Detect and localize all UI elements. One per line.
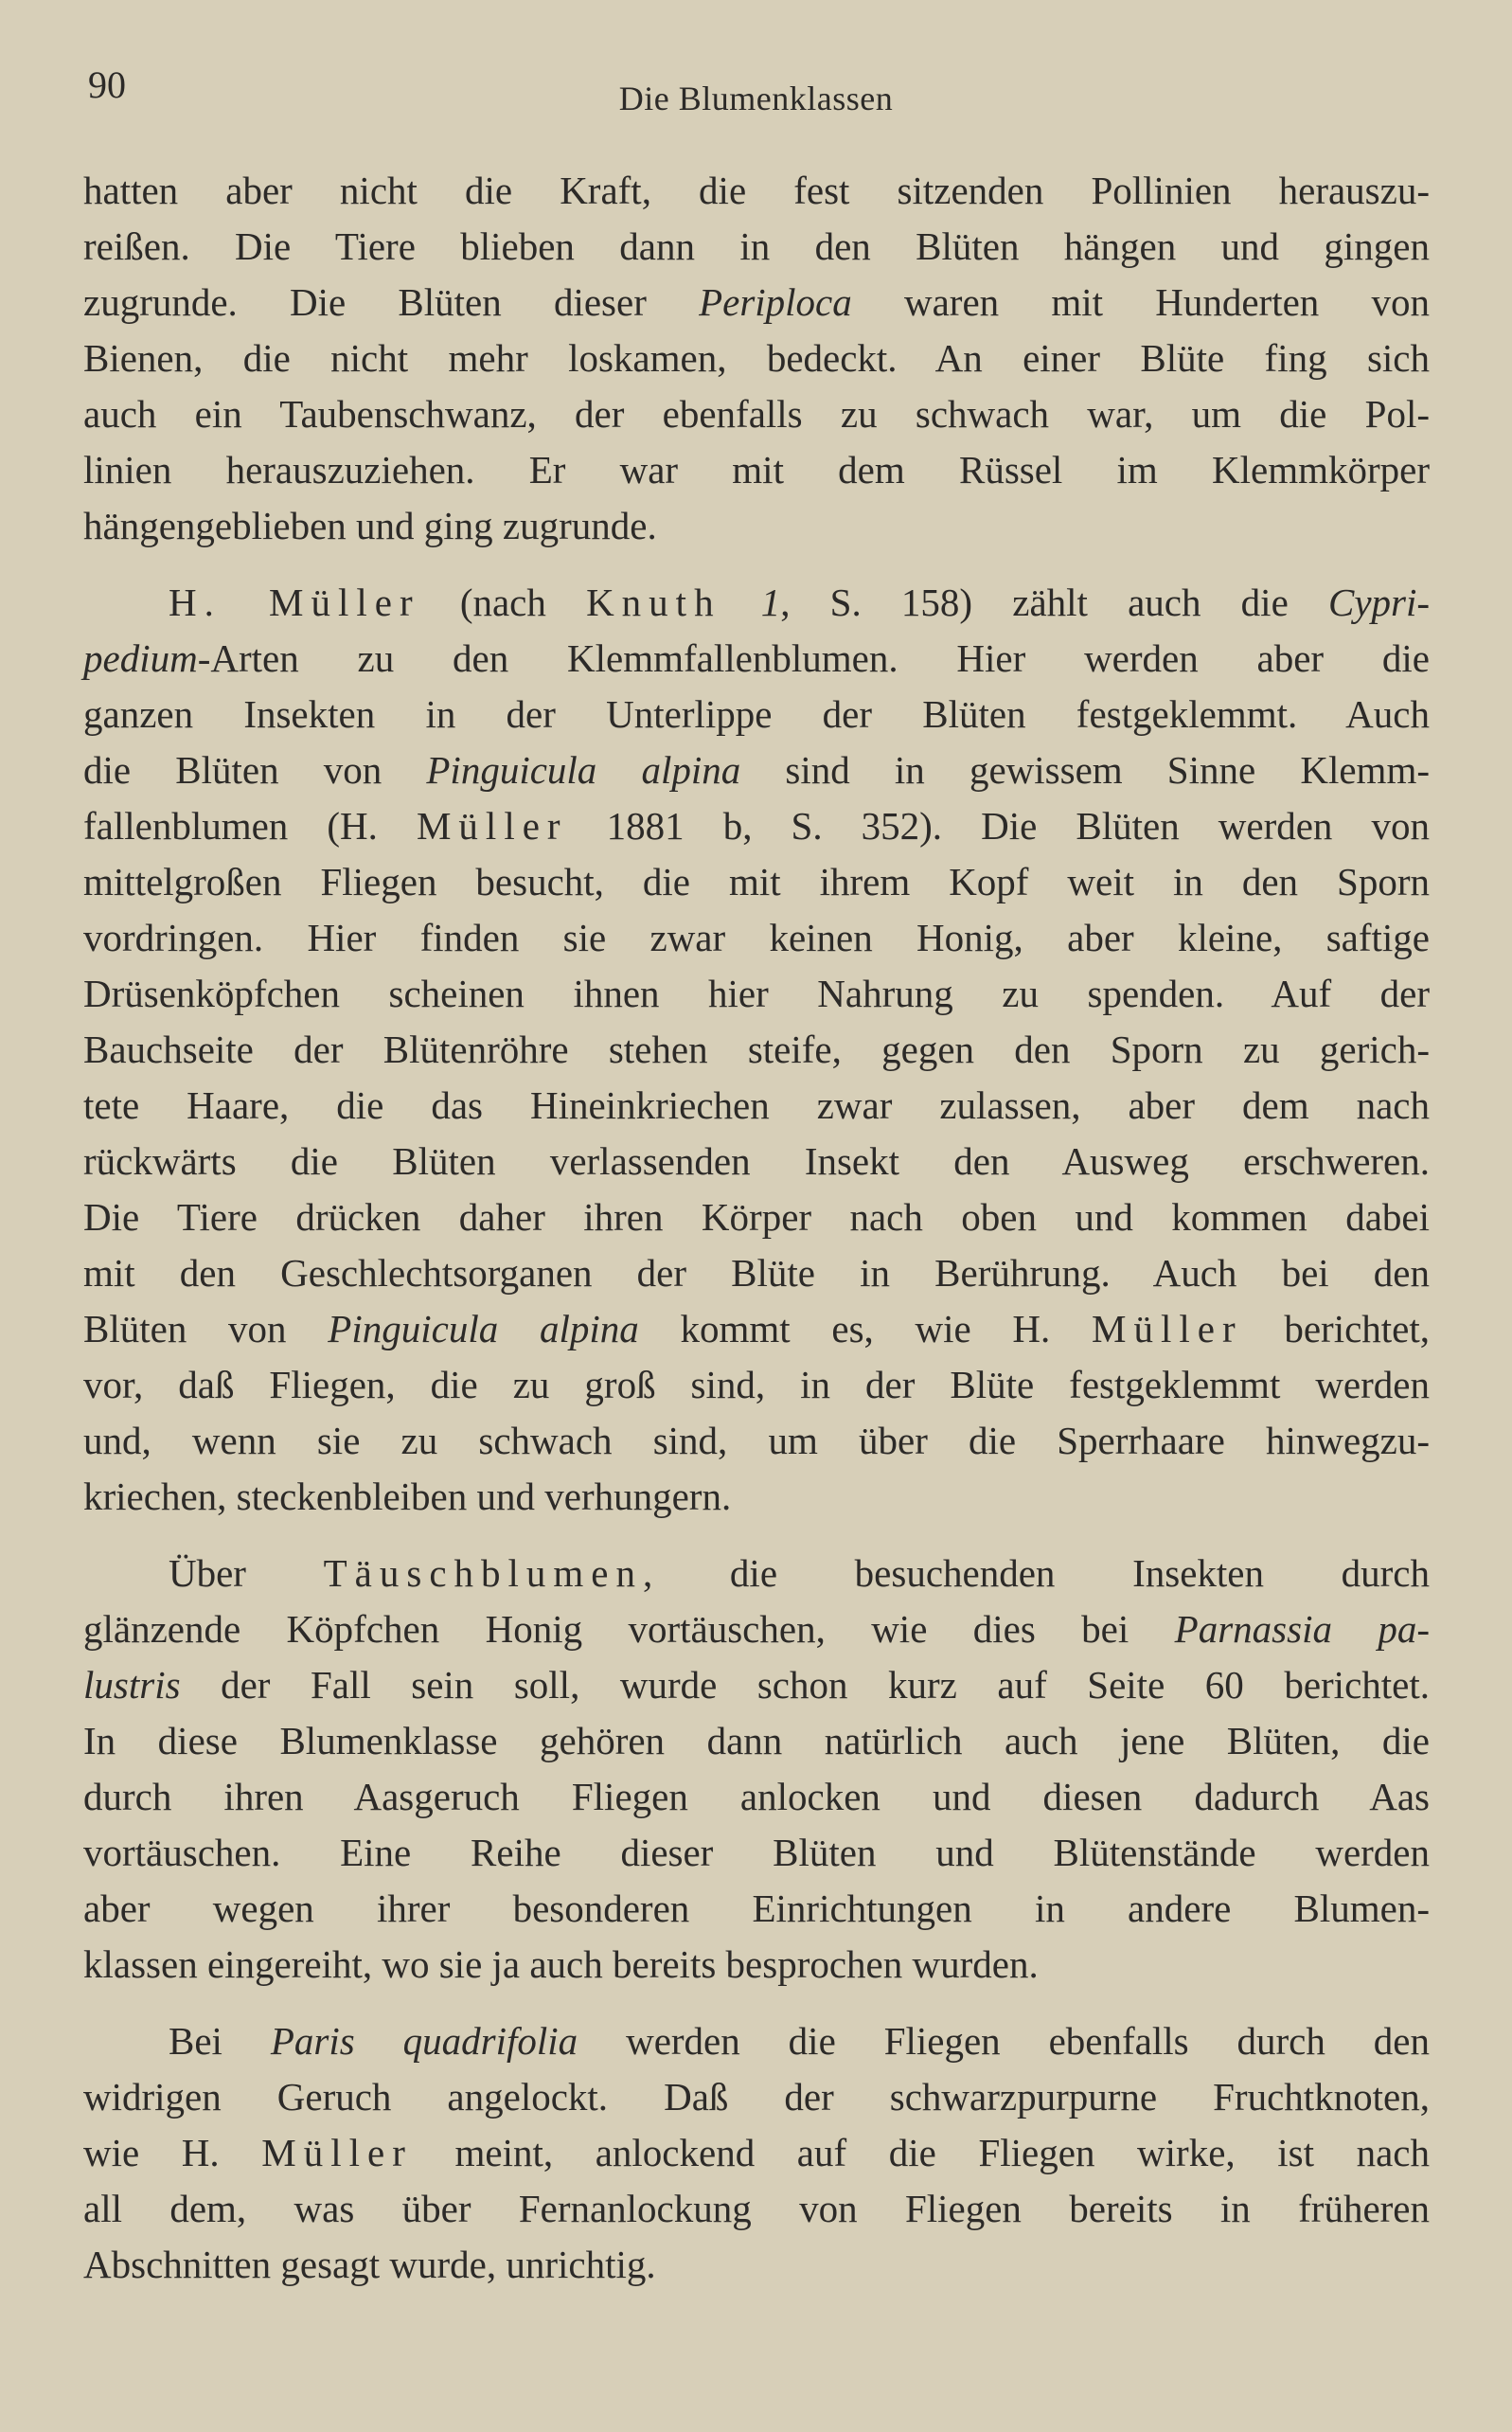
text-run: wie H. <box>83 2131 262 2174</box>
text-run: sind in gewissem Sinne Klemm- <box>740 748 1430 792</box>
paragraph <box>83 163 1430 554</box>
paragraph <box>83 575 1430 1525</box>
text-run: ganzen Insekten in der Unterlippe der Blüten festgeklemmt. Auch <box>83 692 1430 736</box>
text-line <box>83 575 1430 631</box>
text-run: die Blüten von <box>83 748 427 792</box>
spaced-name: Knuth <box>586 581 721 624</box>
italic-term: pedium <box>83 636 198 680</box>
text-line <box>83 1713 1430 1769</box>
text-run: hängengeblieben und ging zugrunde. <box>83 504 657 547</box>
text-run: mit den Geschlechtsorganen der Blüte in Berührung. Auch bei den <box>83 1251 1430 1295</box>
text-run: Abschnitten gesagt wurde, unrichtig. <box>83 2243 656 2286</box>
text-line <box>83 1245 1430 1301</box>
text-line <box>83 687 1430 742</box>
text-run: kriechen, steckenbleiben und verhungern. <box>83 1475 732 1518</box>
text-run: vortäuschen. Eine Reihe dieser Blüten und Blütenstände werden <box>83 1831 1430 1874</box>
spaced-name: Müller <box>416 804 568 848</box>
text-line <box>83 742 1430 798</box>
text-run: -Arten zu den Klemmfallenblumen. Hier werden aber die <box>197 636 1430 680</box>
text-line <box>83 275 1430 331</box>
paragraph <box>83 1546 1430 1993</box>
text-run: Bauchseite der Blütenröhre stehen steife, gegen den Sporn zu gerich- <box>83 1028 1430 1071</box>
spaced-name: Müller <box>261 2131 413 2174</box>
text-run: auch ein Taubenschwanz, der ebenfalls zu schwach war, um die Pol- <box>83 392 1430 436</box>
text-line <box>83 2237 1430 2293</box>
text-run: 1881 b, S. 352). Die Blüten werden von <box>567 804 1431 848</box>
text-run: Über <box>169 1551 324 1595</box>
text-line <box>83 631 1430 687</box>
text-run: der Fall sein soll, wurde schon kurz auf Seite 60 berichtet. <box>180 1663 1430 1707</box>
text-run: klassen eingereiht, wo sie ja auch bereits besprochen wurden. <box>83 1942 1039 1986</box>
text-line <box>83 2013 1430 2069</box>
spaced-name: Täuschblumen <box>323 1551 644 1595</box>
text-run <box>721 581 761 624</box>
text-run: meint, anlockend auf die Fliegen wirke, ist nach <box>412 2131 1430 2174</box>
italic-term: Pinguicula alpina <box>328 1307 639 1350</box>
body-text <box>83 163 1430 2293</box>
text-line <box>83 854 1430 910</box>
italic-term: lustris <box>83 1663 181 1707</box>
text-run: linien herauszuziehen. Er war mit dem Rüssel im Klemmkörper <box>83 448 1430 492</box>
text-line <box>83 1769 1430 1825</box>
italic-term: 1 <box>760 581 781 624</box>
text-run: Bei <box>169 2019 271 2063</box>
text-run: aber wegen ihrer besonderen Einrichtungen in andere Blumen- <box>83 1887 1430 1930</box>
italic-term: Periploca <box>699 280 852 324</box>
text-run: berichtet, <box>1242 1307 1431 1350</box>
text-run: kommt es, wie H. <box>638 1307 1093 1350</box>
spaced-name: H. Müller <box>169 581 420 624</box>
text-line <box>83 163 1430 219</box>
text-line <box>83 798 1430 854</box>
text-run: (nach <box>419 581 587 624</box>
text-run: reißen. Die Tiere blieben dann in den Blüten hängen und gingen <box>83 224 1430 268</box>
text-line <box>83 2125 1430 2181</box>
text-line <box>83 1657 1430 1713</box>
text-run: rückwärts die Blüten verlassenden Insekt den Ausweg erschweren. <box>83 1139 1430 1183</box>
italic-term: Paris quadrifolia <box>270 2019 578 2063</box>
text-line <box>83 219 1430 275</box>
text-run: tete Haare, die das Hineinkriechen zwar zulassen, aber dem nach <box>83 1083 1430 1127</box>
text-run: fallenblumen (H. <box>83 804 417 848</box>
text-line <box>83 1022 1430 1078</box>
text-line <box>83 1469 1430 1525</box>
text-line <box>83 910 1430 966</box>
text-line <box>83 1937 1430 1993</box>
text-run: glänzende Köpfchen Honig vortäuschen, wie dies bei <box>83 1607 1175 1651</box>
text-run: , die besuchenden Insekten durch <box>643 1551 1430 1595</box>
text-line <box>83 966 1430 1022</box>
text-line <box>83 1357 1430 1413</box>
text-run: waren mit Hunderten von <box>851 280 1430 324</box>
paragraph <box>83 2013 1430 2293</box>
text-line <box>83 1413 1430 1469</box>
text-run: zugrunde. Die Blüten dieser <box>83 280 700 324</box>
text-line <box>83 2181 1430 2237</box>
text-run: widrigen Geruch angelockt. Daß der schwarzpurpurne Fruchtknoten, <box>83 2075 1430 2119</box>
text-line <box>83 331 1430 386</box>
text-line <box>83 1881 1430 1937</box>
text-run: werden die Fliegen ebenfalls durch den <box>578 2019 1430 2063</box>
text-run: und, wenn sie zu schwach sind, um über die Sperrhaare hinwegzu- <box>83 1419 1430 1462</box>
italic-term: Cypri- <box>1327 581 1431 624</box>
text-line <box>83 498 1430 554</box>
text-run: all dem, was über Fernanlockung von Fliegen bereits in früheren <box>83 2187 1430 2230</box>
text-run: durch ihren Aasgeruch Fliegen anlocken und diesen dadurch Aas <box>83 1775 1430 1818</box>
text-run: Blüten von <box>83 1307 329 1350</box>
text-run: In diese Blumenklasse gehören dann natürlich auch jene Blüten, die <box>83 1719 1430 1762</box>
text-run: Bienen, die nicht mehr loskamen, bedeckt. An einer Blüte fing sich <box>83 336 1430 380</box>
text-line <box>83 1189 1430 1245</box>
text-run: vordringen. Hier finden sie zwar keinen Honig, aber kleine, saftige <box>83 916 1430 959</box>
text-run: vor, daß Fliegen, die zu groß sind, in der Blüte festgeklemmt werden <box>83 1363 1430 1406</box>
text-line <box>83 442 1430 498</box>
text-line <box>83 386 1430 442</box>
text-run: Die Tiere drücken daher ihren Körper nach oben und kommen dabei <box>83 1195 1430 1239</box>
text-line <box>83 2069 1430 2125</box>
italic-term: Parnassia pa- <box>1174 1607 1430 1651</box>
text-line <box>83 1546 1430 1601</box>
spaced-name: Müller <box>1092 1307 1243 1350</box>
text-run: mittelgroßen Fliegen besucht, die mit ihrem Kopf weit in den Sporn <box>83 860 1430 903</box>
running-title: Die Blumenklassen <box>618 80 894 117</box>
text-line <box>83 1134 1430 1189</box>
italic-term: Pinguicula alpina <box>426 748 741 792</box>
text-line <box>83 1078 1430 1134</box>
text-run: Drüsenköpfchen scheinen ihnen hier Nahrung zu spenden. Auf der <box>83 972 1430 1015</box>
text-line <box>83 1825 1430 1881</box>
text-line <box>83 1301 1430 1357</box>
text-run: hatten aber nicht die Kraft, die fest sitzenden Pollinien herauszu- <box>83 169 1430 212</box>
text-line <box>83 1601 1430 1657</box>
page-number: 90 <box>88 63 126 106</box>
text-run: , S. 158) zählt auch die <box>780 581 1328 624</box>
